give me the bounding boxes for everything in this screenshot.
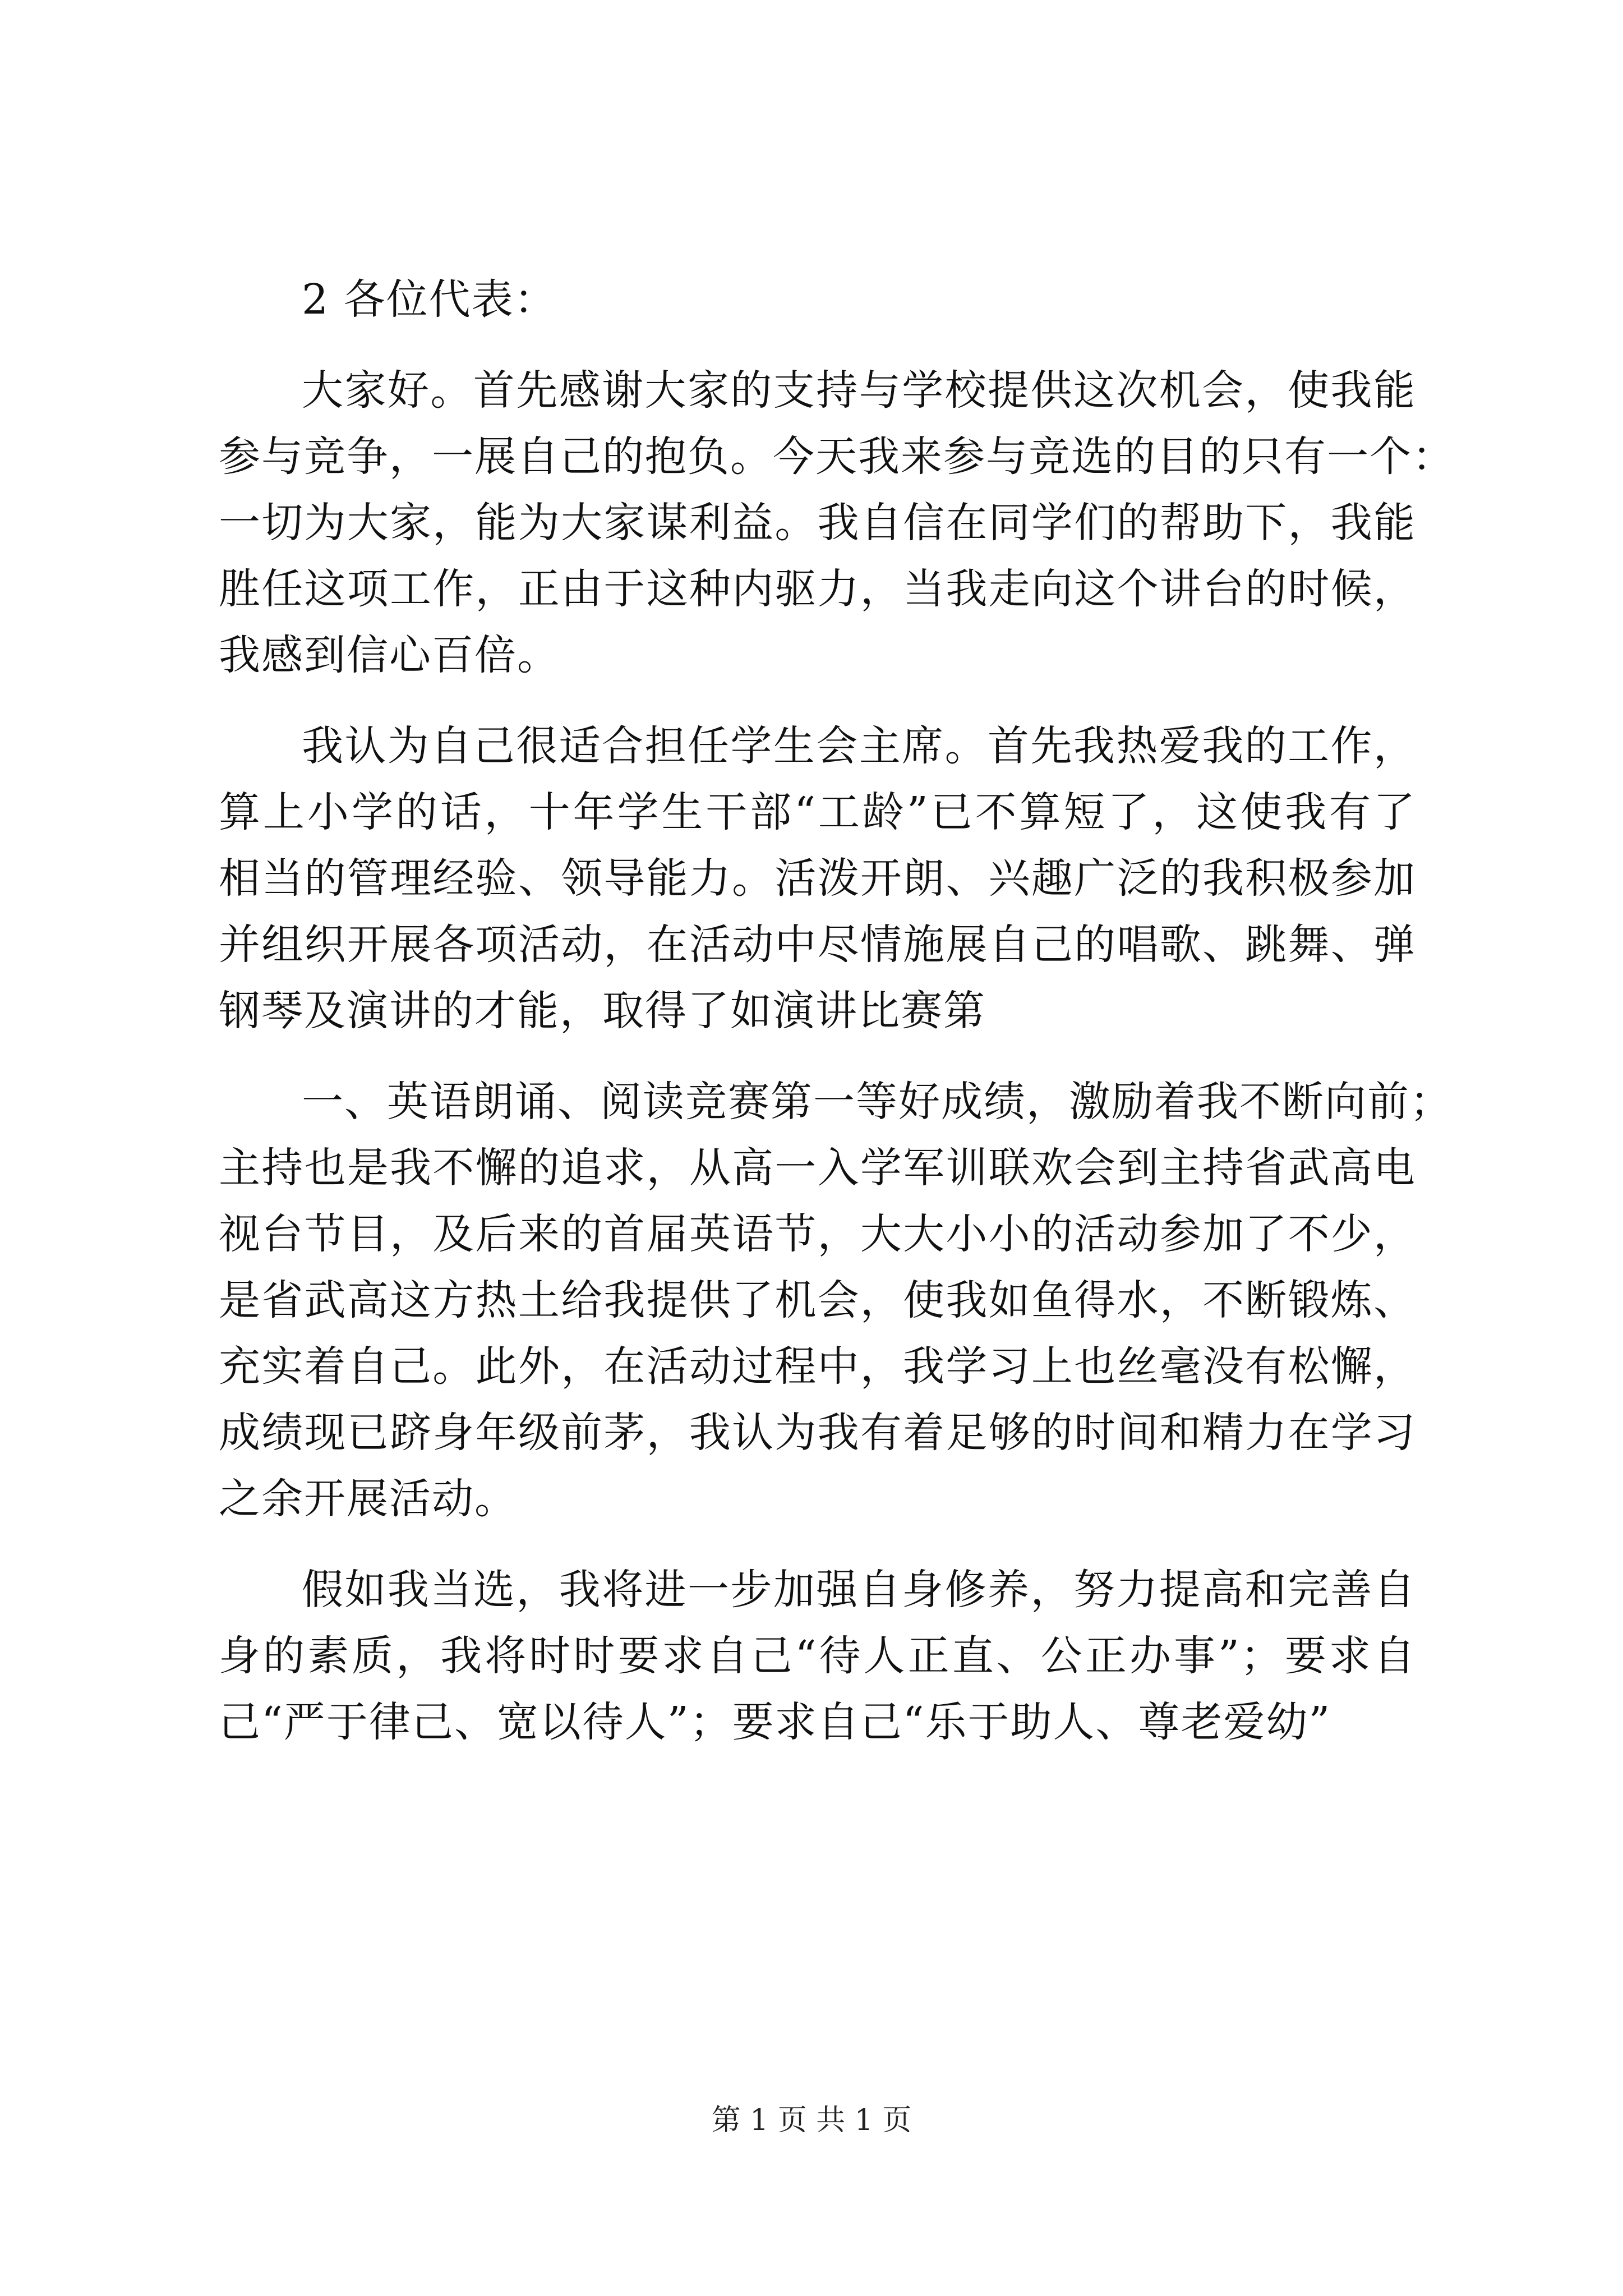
page-footer: 第 1 页 共 1 页 [711,2104,912,2137]
text-line: 一切为大家，能为大家谋利益。我自信在同学们的帮助下，我能 [219,499,1416,547]
text-line: 我感到信心百倍。 [219,631,560,679]
paragraph-salutation [219,266,1416,333]
text-line: 一、英语朗诵、阅读竞赛第一等好成绩，激励着我不断向前； [302,1078,1453,1126]
paragraph-achievements [219,1069,1453,1532]
text-line: 主持也是我不懈的追求，从高一入学军训联欢会到主持省武高电 [219,1144,1416,1192]
text-line: 大家好。首先感谢大家的支持与学校提供这次机会，使我能 [302,366,1416,415]
text-line: 是省武高这方热土给我提供了机会，使我如鱼得水，不断锻炼、 [219,1276,1416,1324]
text-line: 之余开展活动。 [219,1475,517,1523]
text-line: 胜任这项工作，正由于这种内驱力，当我走向这个讲台的时候， [219,565,1416,613]
text-line: 成绩现已跻身年级前茅，我认为我有着足够的时间和精力在学习 [219,1409,1416,1457]
paragraph-pledge [219,1557,1416,1755]
text-line: 视台节目，及后来的首届英语节，大大小小的活动参加了不少， [219,1210,1416,1258]
text-line: 参与竞争，一展自己的抱负。今天我来参与竞选的目的只有一个： [219,432,1455,481]
text-line: 我认为自己很适合担任学生会主席。首先我热爱我的工作， [302,722,1416,770]
paragraph-greeting [219,357,1455,688]
paragraph-qualifications [219,713,1416,1044]
document-body [219,266,1455,1755]
text-line: 己“严于律己、宽以待人”；要求自己“乐于助人、尊老爱幼” [219,1698,1331,1746]
text-line: 假如我当选，我将进一步加强自身修养，努力提高和完善自 [302,1566,1416,1614]
text-line: 充实着自己。此外，在活动过程中，我学习上也丝毫没有松懈， [219,1342,1416,1391]
text-line: 并组织开展各项活动，在活动中尽情施展自己的唱歌、跳舞、弹 [219,921,1416,969]
text-line: 相当的管理经验、领导能力。活泼开朗、兴趣广泛的我积极参加 [219,854,1416,903]
text-line: 钢琴及演讲的才能，取得了如演讲比赛第 [219,987,986,1035]
text-line: 算上小学的话，十年学生干部“工龄”已不算短了，这使我有了 [219,788,1416,836]
text-line: 身的素质，我将时时要求自己“待人正直、公正办事”；要求自 [219,1632,1416,1680]
text-line: 2 各位代表： [302,275,557,324]
